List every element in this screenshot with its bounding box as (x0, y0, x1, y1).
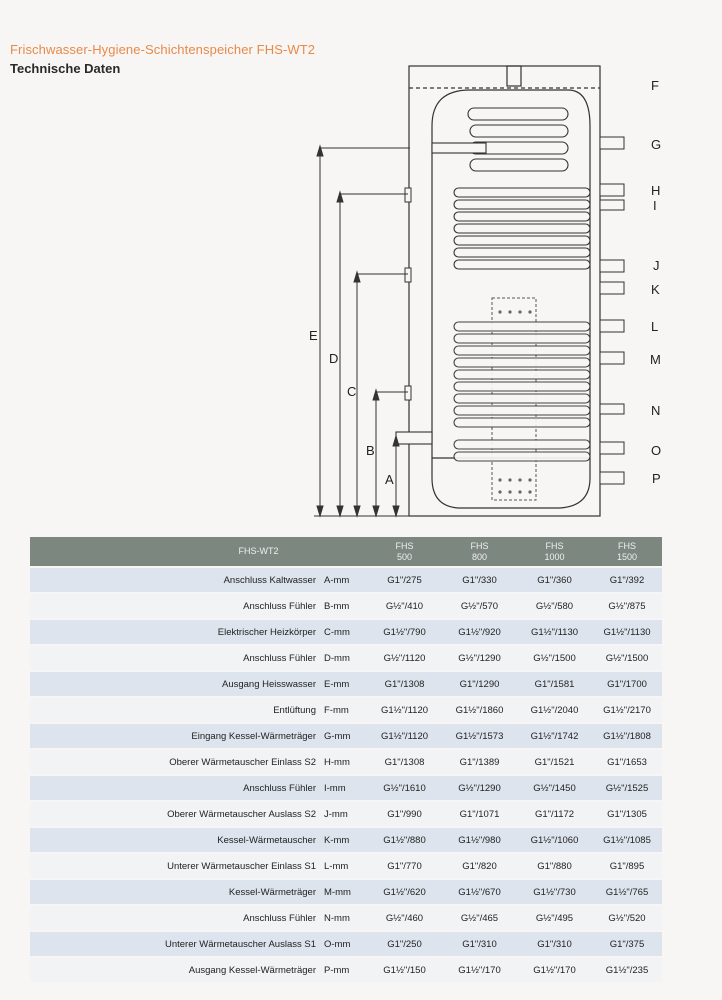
row-value: G1"/1308 (367, 671, 442, 697)
table-row (30, 957, 662, 982)
table-row (30, 853, 662, 879)
row-code: O-mm (322, 931, 367, 957)
row-value: G1"/990 (367, 801, 442, 827)
table-row (30, 775, 662, 801)
label-m: M (650, 352, 661, 367)
table-row (30, 593, 662, 619)
row-value: G½"/1290 (442, 645, 517, 671)
table-row (30, 879, 662, 905)
row-name: Unterer Wärmetauscher Auslass S1 (30, 931, 322, 957)
label-p: P (652, 471, 661, 486)
row-value: G1½"/235 (592, 957, 662, 982)
row-value: G1"/895 (592, 853, 662, 879)
table-header-col: FHS 800 (442, 537, 517, 567)
row-value: G1"/1071 (442, 801, 517, 827)
label-i: I (653, 198, 657, 213)
row-value: G1"/770 (367, 853, 442, 879)
row-value: G1"/1290 (442, 671, 517, 697)
row-code: G-mm (322, 723, 367, 749)
table-row (30, 697, 662, 723)
row-name: Kessel-Wärmeträger (30, 879, 322, 905)
row-value: G1½"/2170 (592, 697, 662, 723)
row-code: A-mm (322, 567, 367, 593)
row-value: G1½"/150 (367, 957, 442, 982)
row-value: G1½"/1860 (442, 697, 517, 723)
table-header-col: FHS 500 (367, 537, 442, 567)
row-code: C-mm (322, 619, 367, 645)
row-code: E-mm (322, 671, 367, 697)
row-value: G1½"/1085 (592, 827, 662, 853)
table-row (30, 905, 662, 931)
row-value: G1½"/1742 (517, 723, 592, 749)
row-value: G½"/465 (442, 905, 517, 931)
dim-label-d: D (329, 351, 339, 366)
row-name: Kessel-Wärmetauscher (30, 827, 322, 853)
row-value: G½"/570 (442, 593, 517, 619)
row-value: G1½"/170 (442, 957, 517, 982)
row-name: Anschluss Kaltwasser (30, 567, 322, 593)
row-name: Elektrischer Heizkörper (30, 619, 322, 645)
row-name: Anschluss Fühler (30, 905, 322, 931)
row-value: G½"/460 (367, 905, 442, 931)
row-value: G1½"/620 (367, 879, 442, 905)
row-code: H-mm (322, 749, 367, 775)
row-value: G1½"/1573 (442, 723, 517, 749)
row-code: D-mm (322, 645, 367, 671)
row-value: G½"/1525 (592, 775, 662, 801)
row-value: G1½"/790 (367, 619, 442, 645)
table-row (30, 749, 662, 775)
document-title: Frischwasser-Hygiene-Schichtenspeicher FHS-WT2 (10, 42, 316, 57)
row-value: G1"/1521 (517, 749, 592, 775)
row-code: P-mm (322, 957, 367, 982)
row-value: G1"/375 (592, 931, 662, 957)
row-value: G1½"/670 (442, 879, 517, 905)
row-name: Eingang Kessel-Wärmeträger (30, 723, 322, 749)
row-value: G1"/1700 (592, 671, 662, 697)
table-header-col: FHS 1000 (517, 537, 592, 567)
row-value: G1"/1305 (592, 801, 662, 827)
label-o: O (651, 443, 662, 458)
table-header-name: FHS-WT2 (30, 537, 367, 567)
table-row (30, 645, 662, 671)
row-value: G1½"/880 (367, 827, 442, 853)
row-value: G1½"/730 (517, 879, 592, 905)
table-header-row (30, 537, 662, 567)
row-value: G½"/520 (592, 905, 662, 931)
row-value: G½"/580 (517, 593, 592, 619)
row-value: G1½"/2040 (517, 697, 592, 723)
row-value: G1½"/1808 (592, 723, 662, 749)
dim-label-a: A (385, 472, 394, 487)
row-value: G½"/1450 (517, 775, 592, 801)
label-n: N (651, 403, 661, 418)
row-name: Ausgang Kessel-Wärmeträger (30, 957, 322, 982)
table-row (30, 801, 662, 827)
row-value: G1½"/1120 (367, 697, 442, 723)
table-row (30, 723, 662, 749)
row-name: Anschluss Fühler (30, 775, 322, 801)
row-value: G1"/275 (367, 567, 442, 593)
row-value: G½"/1500 (592, 645, 662, 671)
row-code: J-mm (322, 801, 367, 827)
row-value: G½"/410 (367, 593, 442, 619)
dim-label-c: C (347, 384, 357, 399)
row-name: Oberer Wärmetauscher Auslass S2 (30, 801, 322, 827)
row-value: G1½"/765 (592, 879, 662, 905)
row-value: G1"/1389 (442, 749, 517, 775)
table-row (30, 619, 662, 645)
row-value: G1"/360 (517, 567, 592, 593)
row-value: G1½"/1130 (592, 619, 662, 645)
row-code: N-mm (322, 905, 367, 931)
row-name: Entlüftung (30, 697, 322, 723)
label-j: J (653, 258, 660, 273)
table-row (30, 827, 662, 853)
label-f: F (651, 78, 659, 93)
table-row (30, 931, 662, 957)
row-name: Anschluss Fühler (30, 645, 322, 671)
row-value: G1"/820 (442, 853, 517, 879)
dim-label-e: E (309, 328, 318, 343)
label-h: H (651, 183, 661, 198)
row-value: G1"/1308 (367, 749, 442, 775)
label-g: G (651, 137, 662, 152)
row-value: G1½"/170 (517, 957, 592, 982)
row-name: Ausgang Heisswasser (30, 671, 322, 697)
row-value: G1"/1172 (517, 801, 592, 827)
table-row (30, 567, 662, 593)
row-value: G1"/1653 (592, 749, 662, 775)
row-code: K-mm (322, 827, 367, 853)
row-value: G1"/392 (592, 567, 662, 593)
row-value: G1½"/980 (442, 827, 517, 853)
label-k: K (651, 282, 660, 297)
row-value: G1½"/1130 (517, 619, 592, 645)
row-value: G1½"/920 (442, 619, 517, 645)
row-code: M-mm (322, 879, 367, 905)
row-value: G½"/495 (517, 905, 592, 931)
table-row (30, 671, 662, 697)
row-value: G½"/1610 (367, 775, 442, 801)
row-code: I-mm (322, 775, 367, 801)
row-value: G½"/875 (592, 593, 662, 619)
row-code: F-mm (322, 697, 367, 723)
row-value: G1"/1581 (517, 671, 592, 697)
row-value: G1"/250 (367, 931, 442, 957)
row-code: L-mm (322, 853, 367, 879)
row-value: G1"/310 (442, 931, 517, 957)
row-value: G½"/1500 (517, 645, 592, 671)
row-value: G1"/330 (442, 567, 517, 593)
row-name: Unterer Wärmetauscher Einlass S1 (30, 853, 322, 879)
row-value: G1½"/1060 (517, 827, 592, 853)
row-value: G1½"/1120 (367, 723, 442, 749)
label-l: L (651, 319, 659, 334)
technical-data-table (30, 537, 662, 982)
row-name: Anschluss Fühler (30, 593, 322, 619)
row-value: G1"/880 (517, 853, 592, 879)
row-value: G½"/1290 (442, 775, 517, 801)
row-name: Oberer Wärmetauscher Einlass S2 (30, 749, 322, 775)
row-value: G1"/310 (517, 931, 592, 957)
row-value: G½"/1120 (367, 645, 442, 671)
dim-label-b: B (366, 443, 375, 458)
table-header-col: FHS 1500 (592, 537, 662, 567)
document-subtitle: Technische Daten (10, 61, 121, 76)
row-code: B-mm (322, 593, 367, 619)
